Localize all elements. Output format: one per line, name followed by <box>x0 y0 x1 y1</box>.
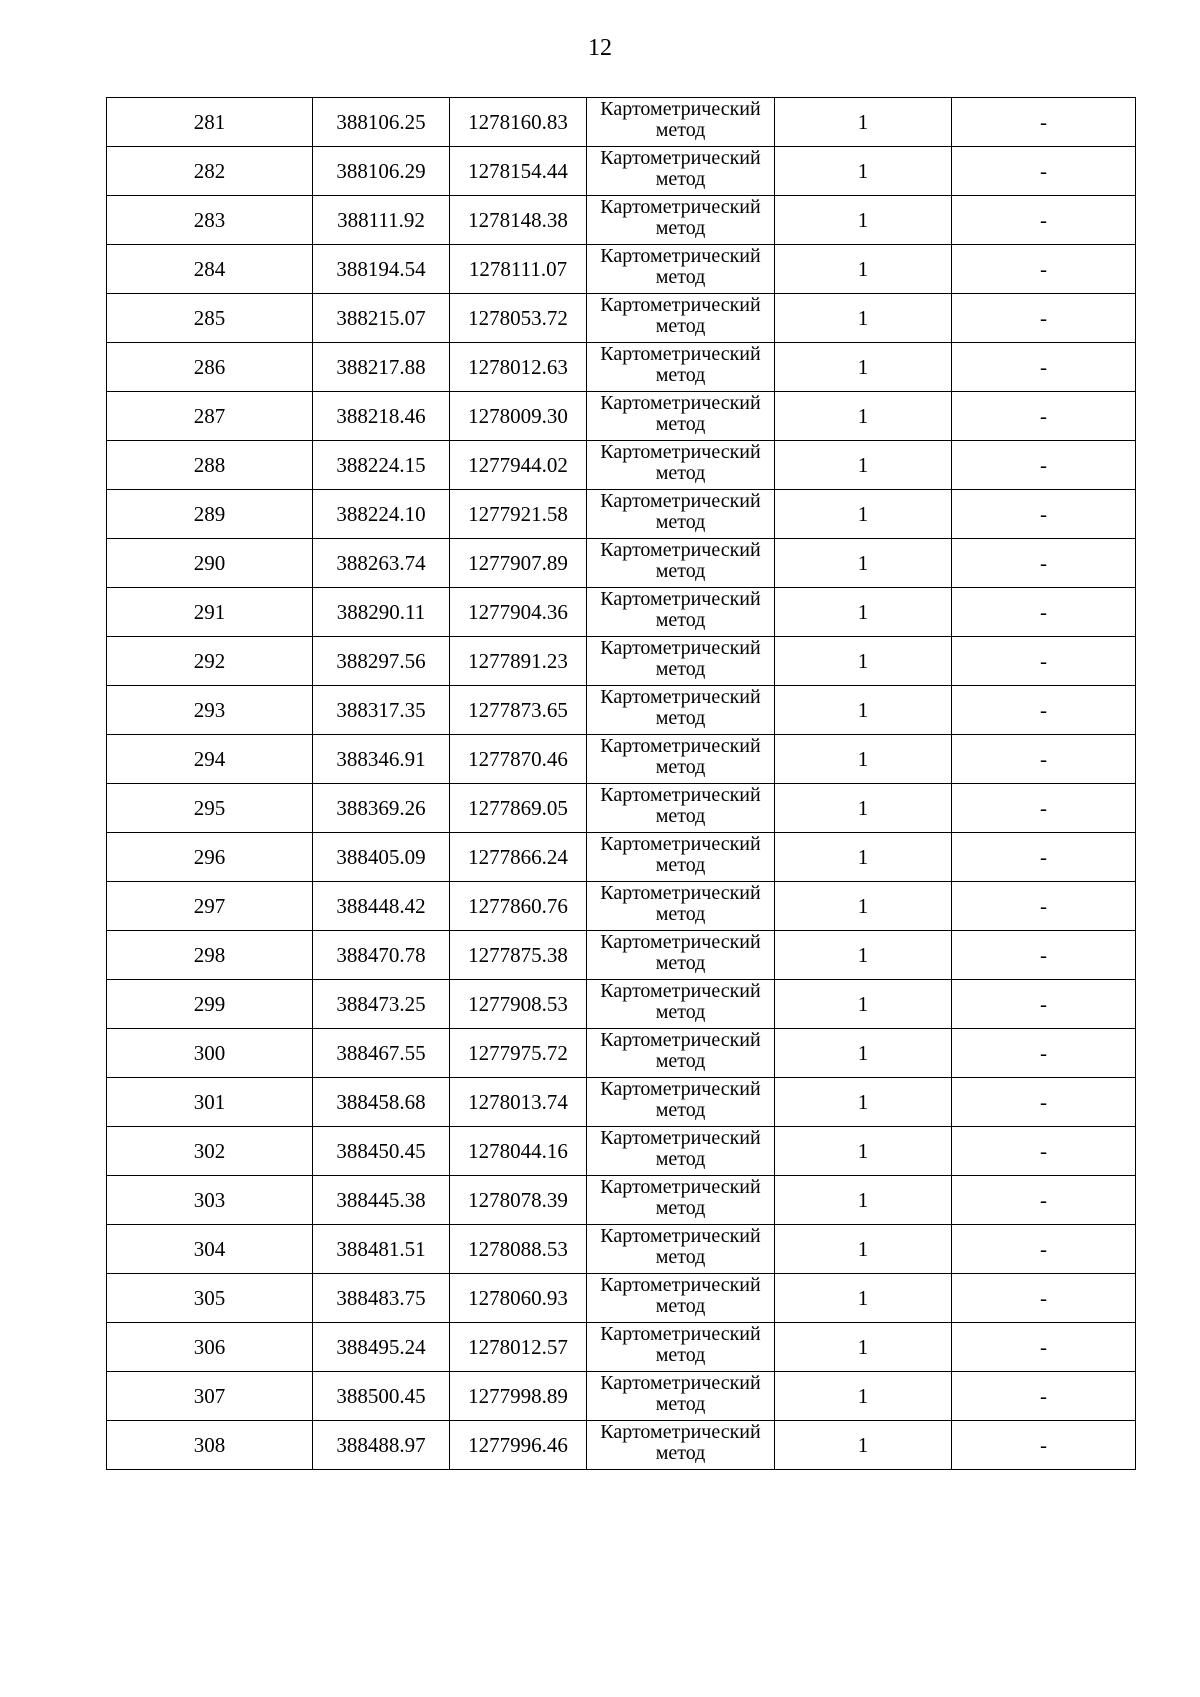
method-text-line-1: Картометрический <box>600 637 761 659</box>
note-cell: - <box>952 490 1136 539</box>
table-row <box>107 686 1136 735</box>
page-number: 12 <box>588 35 612 61</box>
note-cell: - <box>952 294 1136 343</box>
x-coordinate-cell: 388217.88 <box>313 343 450 392</box>
method-cell <box>587 294 775 343</box>
y-coordinate-cell: 1278148.38 <box>450 196 587 245</box>
accuracy-cell: 1 <box>775 490 952 539</box>
accuracy-cell: 1 <box>775 1029 952 1078</box>
x-coordinate-cell: 388448.42 <box>313 882 450 931</box>
x-coordinate-cell: 388106.25 <box>313 98 450 147</box>
y-coordinate-cell: 1277904.36 <box>450 588 587 637</box>
note-cell: - <box>952 1421 1136 1470</box>
note-cell: - <box>952 147 1136 196</box>
note-cell: - <box>952 1127 1136 1176</box>
accuracy-cell: 1 <box>775 147 952 196</box>
method-cell <box>587 686 775 735</box>
x-coordinate-cell: 388467.55 <box>313 1029 450 1078</box>
note-cell: - <box>952 637 1136 686</box>
x-coordinate-cell: 388317.35 <box>313 686 450 735</box>
note-cell: - <box>952 735 1136 784</box>
method-text-line-1: Картометрический <box>600 1372 761 1394</box>
point-number-cell: 305 <box>107 1274 313 1323</box>
method-text-line-2: метод <box>655 511 706 533</box>
y-coordinate-cell: 1277866.24 <box>450 833 587 882</box>
method-text-line-2: метод <box>655 168 706 190</box>
method-cell <box>587 343 775 392</box>
method-text-line-1: Картометрический <box>600 294 761 316</box>
method-text-line-2: метод <box>655 903 706 925</box>
note-cell: - <box>952 343 1136 392</box>
method-text-line-1: Картометрический <box>600 735 761 757</box>
point-number-cell: 287 <box>107 392 313 441</box>
method-text-line-2: метод <box>655 756 706 778</box>
note-cell: - <box>952 98 1136 147</box>
x-coordinate-cell: 388297.56 <box>313 637 450 686</box>
accuracy-cell: 1 <box>775 196 952 245</box>
point-number-cell: 301 <box>107 1078 313 1127</box>
method-cell <box>587 1274 775 1323</box>
point-number-cell: 302 <box>107 1127 313 1176</box>
method-text-line-1: Картометрический <box>600 343 761 365</box>
note-cell: - <box>952 1078 1136 1127</box>
x-coordinate-cell: 388405.09 <box>313 833 450 882</box>
y-coordinate-cell: 1278060.93 <box>450 1274 587 1323</box>
x-coordinate-cell: 388369.26 <box>313 784 450 833</box>
x-coordinate-cell: 388481.51 <box>313 1225 450 1274</box>
method-text-line-2: метод <box>655 266 706 288</box>
method-text-line-2: метод <box>655 1050 706 1072</box>
x-coordinate-cell: 388194.54 <box>313 245 450 294</box>
y-coordinate-cell: 1277908.53 <box>450 980 587 1029</box>
x-coordinate-cell: 388473.25 <box>313 980 450 1029</box>
point-number-cell: 289 <box>107 490 313 539</box>
accuracy-cell: 1 <box>775 294 952 343</box>
point-number-cell: 306 <box>107 1323 313 1372</box>
method-cell <box>587 245 775 294</box>
coordinates-table <box>106 97 1136 1470</box>
method-text-line-2: метод <box>655 609 706 631</box>
accuracy-cell: 1 <box>775 1127 952 1176</box>
y-coordinate-cell: 1277891.23 <box>450 637 587 686</box>
y-coordinate-cell: 1277860.76 <box>450 882 587 931</box>
table-row <box>107 1127 1136 1176</box>
y-coordinate-cell: 1278044.16 <box>450 1127 587 1176</box>
method-cell <box>587 588 775 637</box>
method-text-line-1: Картометрический <box>600 784 761 806</box>
y-coordinate-cell: 1277998.89 <box>450 1372 587 1421</box>
method-text-line-1: Картометрический <box>600 1127 761 1149</box>
x-coordinate-cell: 388290.11 <box>313 588 450 637</box>
accuracy-cell: 1 <box>775 539 952 588</box>
method-text-line-2: метод <box>655 1344 706 1366</box>
table-row <box>107 980 1136 1029</box>
accuracy-cell: 1 <box>775 1225 952 1274</box>
method-cell <box>587 98 775 147</box>
method-cell <box>587 1078 775 1127</box>
y-coordinate-cell: 1277996.46 <box>450 1421 587 1470</box>
note-cell: - <box>952 931 1136 980</box>
method-text-line-1: Картометрический <box>600 588 761 610</box>
y-coordinate-cell: 1277921.58 <box>450 490 587 539</box>
x-coordinate-cell: 388215.07 <box>313 294 450 343</box>
y-coordinate-cell: 1277873.65 <box>450 686 587 735</box>
method-text-line-2: метод <box>655 1393 706 1415</box>
table-row <box>107 1225 1136 1274</box>
accuracy-cell: 1 <box>775 98 952 147</box>
y-coordinate-cell: 1278154.44 <box>450 147 587 196</box>
method-text-line-2: метод <box>655 1148 706 1170</box>
method-text-line-1: Картометрический <box>600 1078 761 1100</box>
x-coordinate-cell: 388218.46 <box>313 392 450 441</box>
accuracy-cell: 1 <box>775 1421 952 1470</box>
method-cell <box>587 1176 775 1225</box>
method-text-line-2: метод <box>655 462 706 484</box>
method-text-line-2: метод <box>655 1197 706 1219</box>
y-coordinate-cell: 1278088.53 <box>450 1225 587 1274</box>
table-row <box>107 588 1136 637</box>
point-number-cell: 304 <box>107 1225 313 1274</box>
note-cell: - <box>952 833 1136 882</box>
method-text-line-1: Картометрический <box>600 686 761 708</box>
y-coordinate-cell: 1278111.07 <box>450 245 587 294</box>
y-coordinate-cell: 1277869.05 <box>450 784 587 833</box>
point-number-cell: 308 <box>107 1421 313 1470</box>
point-number-cell: 292 <box>107 637 313 686</box>
point-number-cell: 284 <box>107 245 313 294</box>
x-coordinate-cell: 388111.92 <box>313 196 450 245</box>
y-coordinate-cell: 1278160.83 <box>450 98 587 147</box>
x-coordinate-cell: 388224.15 <box>313 441 450 490</box>
accuracy-cell: 1 <box>775 980 952 1029</box>
point-number-cell: 286 <box>107 343 313 392</box>
note-cell: - <box>952 686 1136 735</box>
method-text-line-1: Картометрический <box>600 833 761 855</box>
x-coordinate-cell: 388346.91 <box>313 735 450 784</box>
table-row <box>107 784 1136 833</box>
method-text-line-1: Картометрический <box>600 539 761 561</box>
note-cell: - <box>952 392 1136 441</box>
note-cell: - <box>952 245 1136 294</box>
method-text-line-1: Картометрический <box>600 392 761 414</box>
method-text-line-2: метод <box>655 119 706 141</box>
accuracy-cell: 1 <box>775 1372 952 1421</box>
table-row <box>107 882 1136 931</box>
point-number-cell: 282 <box>107 147 313 196</box>
y-coordinate-cell: 1278078.39 <box>450 1176 587 1225</box>
y-coordinate-cell: 1278053.72 <box>450 294 587 343</box>
method-text-line-1: Картометрический <box>600 1225 761 1247</box>
point-number-cell: 283 <box>107 196 313 245</box>
method-text-line-1: Картометрический <box>600 245 761 267</box>
point-number-cell: 298 <box>107 931 313 980</box>
method-text-line-1: Картометрический <box>600 980 761 1002</box>
table-row <box>107 1078 1136 1127</box>
method-cell <box>587 392 775 441</box>
y-coordinate-cell: 1278012.63 <box>450 343 587 392</box>
table-row <box>107 245 1136 294</box>
method-text-line-2: метод <box>655 1295 706 1317</box>
method-text-line-1: Картометрический <box>600 196 761 218</box>
note-cell: - <box>952 1029 1136 1078</box>
table-row <box>107 1029 1136 1078</box>
y-coordinate-cell: 1278013.74 <box>450 1078 587 1127</box>
method-cell <box>587 1372 775 1421</box>
table-row <box>107 1323 1136 1372</box>
method-text-line-2: метод <box>655 315 706 337</box>
note-cell: - <box>952 1225 1136 1274</box>
note-cell: - <box>952 539 1136 588</box>
table-row <box>107 637 1136 686</box>
note-cell: - <box>952 196 1136 245</box>
table-row <box>107 539 1136 588</box>
note-cell: - <box>952 784 1136 833</box>
point-number-cell: 296 <box>107 833 313 882</box>
x-coordinate-cell: 388458.68 <box>313 1078 450 1127</box>
accuracy-cell: 1 <box>775 1176 952 1225</box>
method-text-line-1: Картометрический <box>600 98 761 120</box>
table-row <box>107 392 1136 441</box>
method-text-line-2: метод <box>655 658 706 680</box>
note-cell: - <box>952 1274 1136 1323</box>
method-cell <box>587 196 775 245</box>
point-number-cell: 303 <box>107 1176 313 1225</box>
coordinates-table-body <box>107 98 1136 1470</box>
method-cell <box>587 1421 775 1470</box>
method-text-line-1: Картометрический <box>600 1323 761 1345</box>
point-number-cell: 293 <box>107 686 313 735</box>
method-text-line-2: метод <box>655 413 706 435</box>
point-number-cell: 299 <box>107 980 313 1029</box>
method-text-line-1: Картометрический <box>600 1421 761 1443</box>
point-number-cell: 297 <box>107 882 313 931</box>
accuracy-cell: 1 <box>775 245 952 294</box>
method-text-line-2: метод <box>655 1246 706 1268</box>
point-number-cell: 281 <box>107 98 313 147</box>
method-text-line-1: Картометрический <box>600 490 761 512</box>
note-cell: - <box>952 1372 1136 1421</box>
x-coordinate-cell: 388470.78 <box>313 931 450 980</box>
point-number-cell: 285 <box>107 294 313 343</box>
table-row <box>107 735 1136 784</box>
method-text-line-1: Картометрический <box>600 1176 761 1198</box>
table-row <box>107 294 1136 343</box>
point-number-cell: 300 <box>107 1029 313 1078</box>
accuracy-cell: 1 <box>775 1323 952 1372</box>
method-text-line-1: Картометрический <box>600 147 761 169</box>
method-cell <box>587 931 775 980</box>
method-cell <box>587 1029 775 1078</box>
table-row <box>107 98 1136 147</box>
y-coordinate-cell: 1278009.30 <box>450 392 587 441</box>
point-number-cell: 288 <box>107 441 313 490</box>
method-cell <box>587 490 775 539</box>
table-row <box>107 147 1136 196</box>
table-row <box>107 1421 1136 1470</box>
accuracy-cell: 1 <box>775 441 952 490</box>
method-cell <box>587 735 775 784</box>
table-row <box>107 1372 1136 1421</box>
accuracy-cell: 1 <box>775 931 952 980</box>
y-coordinate-cell: 1278012.57 <box>450 1323 587 1372</box>
note-cell: - <box>952 1323 1136 1372</box>
method-text-line-2: метод <box>655 805 706 827</box>
method-text-line-2: метод <box>655 854 706 876</box>
table-row <box>107 490 1136 539</box>
method-cell <box>587 1127 775 1176</box>
note-cell: - <box>952 1176 1136 1225</box>
note-cell: - <box>952 588 1136 637</box>
table-row <box>107 343 1136 392</box>
accuracy-cell: 1 <box>775 392 952 441</box>
method-cell <box>587 833 775 882</box>
method-text-line-2: метод <box>655 952 706 974</box>
table-row <box>107 441 1136 490</box>
note-cell: - <box>952 882 1136 931</box>
method-text-line-2: метод <box>655 364 706 386</box>
method-cell <box>587 441 775 490</box>
table-row <box>107 833 1136 882</box>
accuracy-cell: 1 <box>775 735 952 784</box>
y-coordinate-cell: 1277944.02 <box>450 441 587 490</box>
method-text-line-1: Картометрический <box>600 1274 761 1296</box>
accuracy-cell: 1 <box>775 833 952 882</box>
point-number-cell: 290 <box>107 539 313 588</box>
method-text-line-1: Картометрический <box>600 1029 761 1051</box>
note-cell: - <box>952 441 1136 490</box>
method-cell <box>587 980 775 1029</box>
x-coordinate-cell: 388500.45 <box>313 1372 450 1421</box>
accuracy-cell: 1 <box>775 784 952 833</box>
x-coordinate-cell: 388224.10 <box>313 490 450 539</box>
y-coordinate-cell: 1277870.46 <box>450 735 587 784</box>
method-text-line-2: метод <box>655 1001 706 1023</box>
accuracy-cell: 1 <box>775 1274 952 1323</box>
x-coordinate-cell: 388488.97 <box>313 1421 450 1470</box>
table-row <box>107 1176 1136 1225</box>
accuracy-cell: 1 <box>775 686 952 735</box>
method-cell <box>587 147 775 196</box>
method-cell <box>587 539 775 588</box>
x-coordinate-cell: 388483.75 <box>313 1274 450 1323</box>
method-text-line-2: метод <box>655 1442 706 1464</box>
point-number-cell: 294 <box>107 735 313 784</box>
method-cell <box>587 637 775 686</box>
x-coordinate-cell: 388450.45 <box>313 1127 450 1176</box>
method-text-line-1: Картометрический <box>600 441 761 463</box>
method-cell <box>587 784 775 833</box>
table-row <box>107 196 1136 245</box>
method-cell <box>587 1323 775 1372</box>
table-row <box>107 931 1136 980</box>
note-cell: - <box>952 980 1136 1029</box>
method-text-line-2: метод <box>655 560 706 582</box>
accuracy-cell: 1 <box>775 588 952 637</box>
point-number-cell: 307 <box>107 1372 313 1421</box>
method-text-line-1: Картометрический <box>600 931 761 953</box>
table-row <box>107 1274 1136 1323</box>
method-text-line-1: Картометрический <box>600 882 761 904</box>
method-text-line-2: метод <box>655 1099 706 1121</box>
x-coordinate-cell: 388445.38 <box>313 1176 450 1225</box>
y-coordinate-cell: 1277975.72 <box>450 1029 587 1078</box>
method-text-line-2: метод <box>655 707 706 729</box>
point-number-cell: 291 <box>107 588 313 637</box>
accuracy-cell: 1 <box>775 637 952 686</box>
method-cell <box>587 882 775 931</box>
accuracy-cell: 1 <box>775 882 952 931</box>
x-coordinate-cell: 388106.29 <box>313 147 450 196</box>
accuracy-cell: 1 <box>775 343 952 392</box>
y-coordinate-cell: 1277907.89 <box>450 539 587 588</box>
y-coordinate-cell: 1277875.38 <box>450 931 587 980</box>
accuracy-cell: 1 <box>775 1078 952 1127</box>
method-text-line-2: метод <box>655 217 706 239</box>
x-coordinate-cell: 388263.74 <box>313 539 450 588</box>
point-number-cell: 295 <box>107 784 313 833</box>
method-cell <box>587 1225 775 1274</box>
x-coordinate-cell: 388495.24 <box>313 1323 450 1372</box>
